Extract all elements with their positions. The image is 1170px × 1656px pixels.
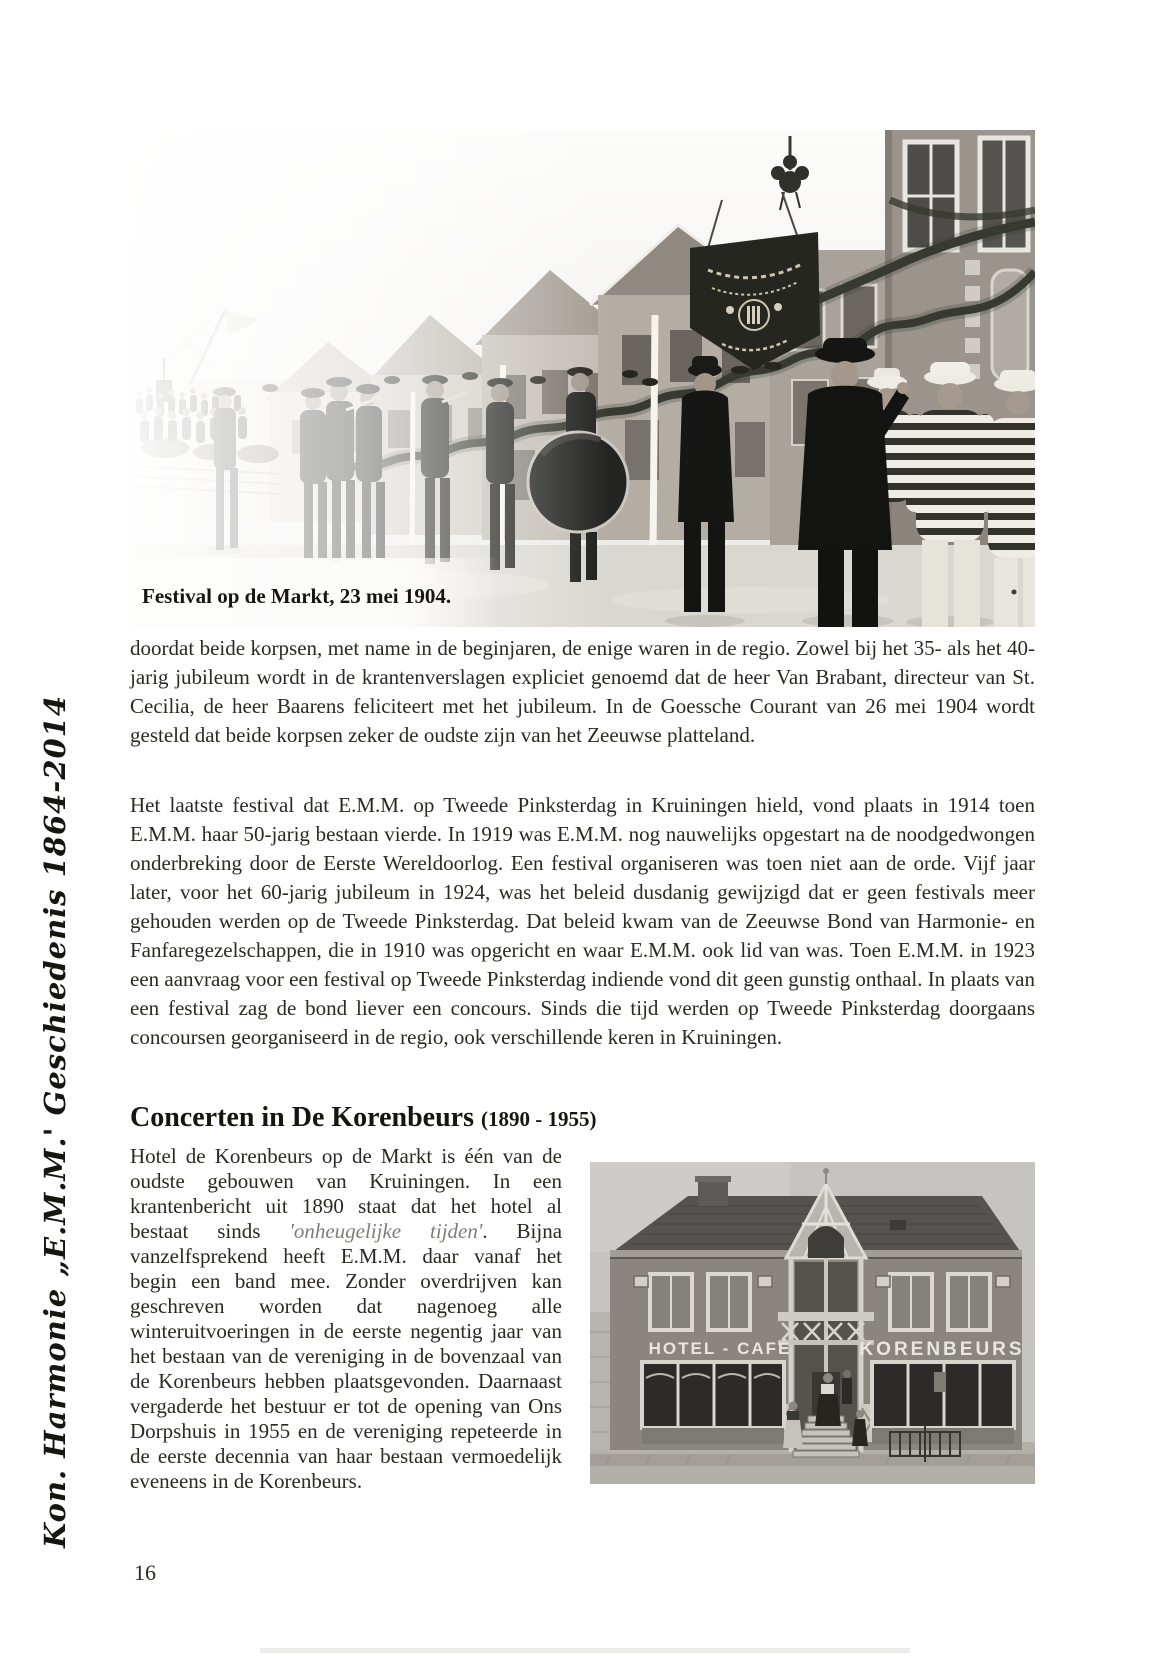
paragraph-festivals-2: Het laatste festival dat E.M.M. op Tweede Pinksterdag in Kruiningen hield, vond plaats in 1914 toen E.M.M. haar 50-jarig bestaan vierde. In 1919 was E.M.M. nog nauwelijks opgestart na de noodgedwongen onderbreking door de Eerste Wereldoorlog. Een festival organiseren was toen niet aan de orde. Vijf jaar later, voor het 60-jarig jubileum in 1924, was het beleid dusdanig gewijzigd dat er geen festivals meer gehouden werden op de Tweede Pinksterdag. Dat beleid kwam van de Zeeuwse Bond van Harmonie- en Fanfaregezelschappen, die in 1910 was opgericht en waar E.M.M. ook lid van was. Toen E.M.M. in 1923 een aanvraag voor een festival op Tweede Pinksterdag indiende vond dit geen gunstig onthaal. In plaats van een festival zag de bond liever een concours. Sinds die tijd werden op Tweede Pinksterdag doorgaans concoursen georganiseerd in de regio, ook verschillende keren in Kruiningen. <box>130 793 1035 1049</box>
korenbeurs-text-after: . Bijna vanzelfsprekend heeft E.M.M. daar vanaf het begin een band mee. Zonder overdrijven kan geschreven worden dat nagenoeg alle winteruitvoeringen in de eerste negentig jaar van het bestaan van de vereniging in de bovenzaal van de Korenbeurs hebben plaatsgevonden. Daarnaast vergaderde het bestuur er tot de opening van Ons Dorpshuis in 1955 en de vereniging repeteerde in de eerste decennia van haar bestaan vermoedelijk eveneens in de Korenbeurs. <box>130 1219 563 1493</box>
exposure-fade <box>130 130 610 627</box>
korenbeurs-paragraph <box>130 1144 562 1494</box>
korenbeurs-text-before: Hotel de Korenbeurs op de Markt is één van de oudste gebouwen van Kruiningen. In een krantenbericht uit 1890 staat dat het hotel al bestaat sinds <box>130 1144 562 1243</box>
korenbeurs-photo-illustration <box>590 1162 1035 1484</box>
section-heading <box>130 1102 1035 1134</box>
section-heading-years: (1890 - 1955) <box>481 1107 597 1131</box>
spine-title: Kon. Harmonie „E.M.M.' Geschiedenis 1864-2014 <box>38 694 72 1548</box>
page-number: 16 <box>134 1560 156 1585</box>
paragraph-festivals-1: doordat beide korpsen, met name in de beginjaren, de enige waren in de regio. Zowel bij het 35- als het 40-jarig jubileum wordt in de krantenverslagen expliciet genoemd dat de heer Van Brabant, directeur van St. Cecilia, de heer Baarens feliciteert met het jubileum. In de Goessche Courant van 26 mei 1904 wordt gesteld dat beide korpsen zeker de oudste zijn van het Zeeuwse platteland. <box>130 636 1035 747</box>
festival-photo-illustration <box>130 130 1035 627</box>
korenbeurs-sign: KORENBEURS <box>859 1339 1025 1360</box>
scan-artifact <box>260 1648 910 1653</box>
korenbeurs-text-italic: 'onheugelijke tijden' <box>289 1219 483 1243</box>
korenbeurs-section <box>130 1102 1035 1494</box>
festival-photo <box>130 130 1035 627</box>
korenbeurs-photo <box>590 1162 1035 1484</box>
section-heading-text: Concerten in De Korenbeurs <box>130 1102 481 1133</box>
festival-photo-caption: Festival op de Markt, 23 mei 1904. <box>142 584 452 608</box>
hotel-cafe-sign: HOTEL - CAFÉ <box>648 1339 792 1358</box>
